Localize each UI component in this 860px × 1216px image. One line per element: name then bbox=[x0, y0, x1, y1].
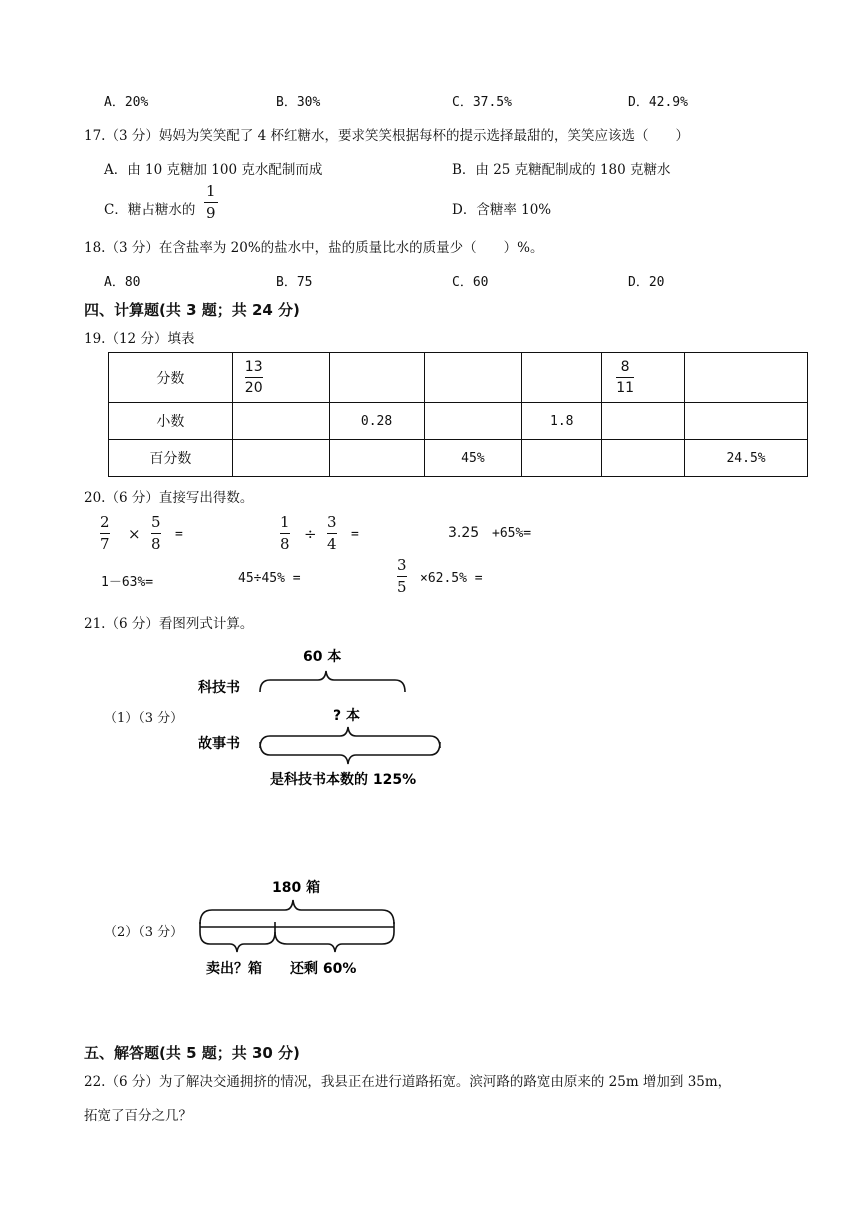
fraction-bar bbox=[151, 533, 161, 534]
table-cell: 1.8 bbox=[522, 403, 602, 440]
equals-sign: = bbox=[175, 527, 183, 542]
table-cell[interactable] bbox=[329, 440, 424, 477]
fraction-numerator: 3 bbox=[327, 513, 337, 531]
q17-option-d: D．含糖率 10% bbox=[452, 202, 552, 218]
fraction-bar bbox=[616, 377, 634, 378]
q20-stem: 20.（6 分）直接写出得数。 bbox=[84, 490, 254, 506]
table-cell[interactable] bbox=[602, 403, 685, 440]
fraction-numerator: 1 bbox=[280, 513, 290, 531]
fraction-denominator: 9 bbox=[206, 204, 216, 222]
total-label: 180 箱 bbox=[272, 880, 321, 896]
table-cell[interactable] bbox=[522, 440, 602, 477]
table-cell[interactable] bbox=[424, 353, 522, 403]
question-count-label: ? 本 bbox=[333, 708, 360, 724]
fraction-denominator: 20 bbox=[244, 380, 263, 396]
row-label: 分数 bbox=[109, 353, 233, 403]
q17-option-b: B．由 25 克糖配制成的 180 克糖水 bbox=[452, 162, 671, 178]
table-cell bbox=[602, 353, 685, 403]
fraction-numerator: 1 bbox=[206, 182, 216, 200]
section-4-title: 四、计算题(共 3 题；共 24 分) bbox=[84, 301, 300, 319]
table-row-percent bbox=[109, 440, 808, 477]
q16-option-c: C．37.5% bbox=[452, 95, 512, 110]
fraction-bar bbox=[327, 533, 337, 534]
q18-option-c: C．60 bbox=[452, 275, 489, 290]
fraction-bar bbox=[245, 377, 263, 378]
fraction-denominator: 5 bbox=[397, 578, 407, 596]
q20-expression-5: 45÷45% = bbox=[238, 571, 301, 586]
remaining-label: 还剩 60% bbox=[290, 961, 357, 977]
row-label-story: 故事书 bbox=[198, 736, 240, 752]
q18-option-a: A．80 bbox=[104, 275, 141, 290]
fraction-numerator: 8 bbox=[620, 359, 630, 375]
fraction-denominator: 11 bbox=[616, 380, 635, 396]
q19-stem: 19.（12 分）填表 bbox=[84, 331, 195, 347]
q18-option-b: B．75 bbox=[276, 275, 313, 290]
fraction-numerator: 5 bbox=[151, 513, 161, 531]
table-cell: 45% bbox=[424, 440, 522, 477]
fraction-denominator: 8 bbox=[280, 535, 290, 553]
q22-line-2: 拓宽了百分之几？ bbox=[84, 1108, 192, 1124]
q18-stem: 18.（3 分）在含盐率为 20%的盐水中，盐的质量比水的质量少（ ）%。 bbox=[84, 240, 544, 256]
brace-remaining bbox=[275, 932, 394, 952]
q18-option-d: D．20 bbox=[628, 275, 665, 290]
table-cell[interactable] bbox=[329, 353, 424, 403]
q21-part-1-label: （1）（3 分） bbox=[104, 711, 184, 726]
equals-sign: = bbox=[351, 527, 359, 542]
table-cell[interactable] bbox=[685, 353, 808, 403]
table-row-fraction bbox=[109, 353, 808, 403]
table-cell: 24.5% bbox=[685, 440, 808, 477]
operator: ÷ bbox=[304, 525, 317, 543]
table-cell[interactable] bbox=[685, 403, 808, 440]
fraction-numerator: 3 bbox=[397, 556, 407, 574]
q21-diagram-2 bbox=[190, 870, 410, 990]
operator: × bbox=[128, 525, 141, 543]
fraction-numerator: 13 bbox=[244, 359, 263, 375]
sold-label: 卖出？箱 bbox=[206, 961, 262, 977]
brace-question bbox=[260, 727, 440, 748]
table-cell[interactable] bbox=[522, 353, 602, 403]
table-cell bbox=[232, 353, 329, 403]
table-cell[interactable] bbox=[232, 440, 329, 477]
fraction-denominator: 7 bbox=[100, 535, 110, 553]
conversion-table bbox=[108, 352, 808, 477]
table-cell[interactable] bbox=[424, 403, 522, 440]
q16-option-d: D．42.9% bbox=[628, 95, 688, 110]
ratio-label: 是科技书本数的 125% bbox=[270, 772, 417, 788]
q20-expression-4: 1－63%= bbox=[101, 575, 154, 590]
table-cell: 0.28 bbox=[329, 403, 424, 440]
row-label-science: 科技书 bbox=[198, 680, 240, 696]
table-cell[interactable] bbox=[602, 440, 685, 477]
fraction-denominator: 4 bbox=[327, 535, 337, 553]
q22-line-1: 22.（6 分）为了解决交通拥挤的情况，我县正在进行道路拓宽。滨河路的路宽由原来的 25m 增加到 35m， bbox=[84, 1074, 732, 1090]
q21-stem: 21.（6 分）看图列式计算。 bbox=[84, 616, 254, 632]
row-label: 百分数 bbox=[109, 440, 233, 477]
top-count-label: 60 本 bbox=[303, 649, 342, 665]
fraction-numerator: 2 bbox=[100, 513, 110, 531]
table-row-decimal bbox=[109, 403, 808, 440]
brace-top bbox=[200, 900, 394, 924]
q16-option-b: B．30% bbox=[276, 95, 321, 110]
fraction-bar bbox=[280, 533, 290, 534]
brace-sold bbox=[200, 932, 275, 952]
operator-rest: +65%= bbox=[492, 526, 532, 541]
q17-option-c-text: C．糖占糖水的 bbox=[104, 202, 196, 218]
fraction-bar bbox=[204, 202, 218, 203]
q16-option-a: A．20% bbox=[104, 95, 149, 110]
brace-bottom bbox=[260, 742, 440, 764]
brace-top bbox=[260, 671, 405, 692]
fraction-bar bbox=[100, 533, 110, 534]
row-label: 小数 bbox=[109, 403, 233, 440]
operator-rest: ×62.5% = bbox=[420, 571, 483, 586]
q17-option-a: A．由 10 克糖加 100 克水配制而成 bbox=[104, 162, 323, 178]
fraction-bar bbox=[397, 576, 407, 577]
fraction-denominator: 8 bbox=[151, 535, 161, 553]
q17-stem: 17.（3 分）妈妈为笑笑配了 4 杯红糖水，要求笑笑根据每杯的提示选择最甜的，笑笑应该选（ ） bbox=[84, 128, 690, 144]
section-5-title: 五、解答题(共 5 题；共 30 分) bbox=[84, 1044, 300, 1062]
q21-diagram-1 bbox=[190, 640, 450, 800]
operand: 3.25 bbox=[448, 525, 480, 541]
q21-part-2-label: （2）（3 分） bbox=[104, 925, 184, 940]
q17-option-c-fraction bbox=[204, 184, 218, 221]
table-cell[interactable] bbox=[232, 403, 329, 440]
